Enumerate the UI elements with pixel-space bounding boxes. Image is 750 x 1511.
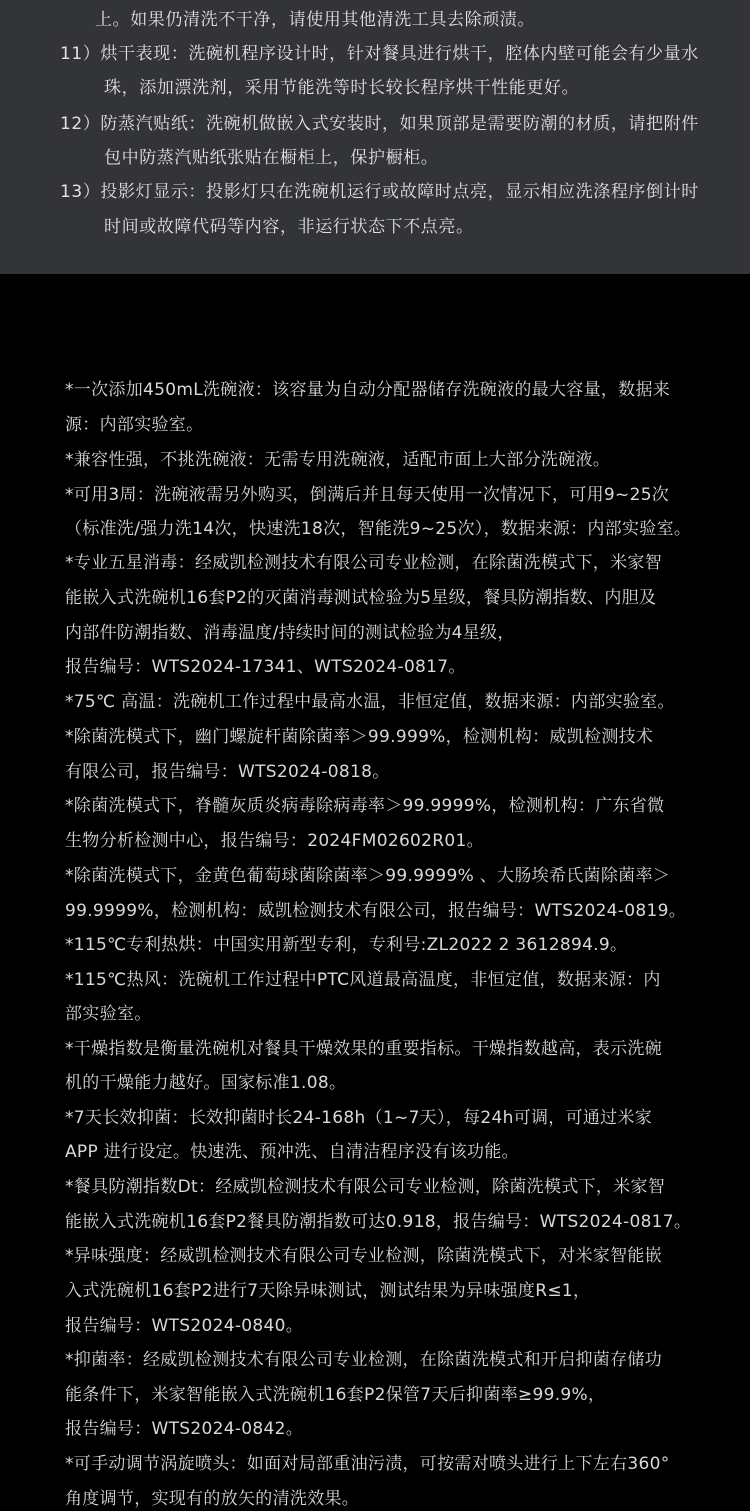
footnote-line: *除菌洗模式下，幽门螺旋杆菌除菌率＞99.999%，检测机构：威凯检测技术 (65, 727, 654, 747)
instruction-line: 11）烘干表现：洗碗机程序设计时，针对餐具进行烘干，腔体内壁可能会有少量水 (60, 44, 699, 64)
footnote-line: （标准洗/强力洗14次，快速洗18次，智能洗9~25次），数据来源：内部实验室。 (65, 519, 692, 539)
footnote-line: 生物分析检测中心，报告编号：2024FM02602R01。 (65, 831, 484, 851)
footnote-line: *115℃热风：洗碗机工作过程中PTC风道最高温度，非恒定值，数据来源：内 (65, 970, 661, 990)
footnote-line: *一次添加450mL洗碗液：该容量为自动分配器储存洗碗液的最大容量，数据来 (65, 380, 671, 400)
footnote-line: *可手动调节涡旋喷头：如面对局部重油污渍，可按需对喷头进行上下左右360° (65, 1454, 670, 1474)
footnote-line: *餐具防潮指数Dt：经威凯检测技术有限公司专业检测，除菌洗模式下，米家智 (65, 1177, 666, 1197)
footnote-line: 能嵌入式洗碗机16套P2的灭菌消毒测试检验为5星级，餐具防潮指数、内胆及 (65, 588, 657, 608)
instructions-panel (0, 0, 750, 274)
footnote-line: 有限公司，报告编号：WTS2024-0818。 (65, 762, 390, 782)
instruction-line: 时间或故障代码等内容，非运行状态下不点亮。 (104, 217, 474, 237)
instruction-line: 包中防蒸汽贴纸张贴在橱柜上，保护橱柜。 (104, 148, 439, 168)
footnote-line: 报告编号：WTS2024-0840。 (65, 1316, 304, 1336)
footnote-line: 报告编号：WTS2024-0842。 (65, 1419, 304, 1439)
footnote-line: 报告编号：WTS2024-17341、WTS2024-0817。 (65, 657, 466, 677)
footnote-line: *兼容性强，不挑洗碗液：无需专用洗碗液，适配市面上大部分洗碗液。 (65, 450, 611, 470)
footnote-line: 内部件防潮指数、消毒温度/持续时间的测试检验为4星级， (65, 623, 515, 643)
footnotes-section (0, 274, 750, 1509)
footnote-line: *除菌洗模式下，金黄色葡萄球菌除菌率＞99.9999% 、大肠埃希氏菌除菌率＞ (65, 866, 671, 886)
footnote-line: 源：内部实验室。 (65, 415, 204, 435)
footnote-line: 能条件下，米家智能嵌入式洗碗机16套P2保管7天后抑菌率≥99.9%， (65, 1385, 606, 1405)
instruction-line: 12）防蒸汽贴纸：洗碗机做嵌入式安装时，如果顶部是需要防潮的材质，请把附件 (60, 114, 699, 134)
footnote-line: *75℃ 高温：洗碗机工作过程中最高水温，非恒定值，数据来源：内部实验室。 (65, 692, 675, 712)
footnote-line: 99.9999%，检测机构：威凯检测技术有限公司，报告编号：WTS2024-0819。 (65, 901, 686, 921)
footnote-line: *干燥指数是衡量洗碗机对餐具干燥效果的重要指标。干燥指数越高，表示洗碗 (65, 1039, 662, 1059)
footnote-line: 能嵌入式洗碗机16套P2餐具防潮指数可达0.918，报告编号：WTS2024-0817。 (65, 1212, 692, 1232)
footnote-line: *115℃专利热烘：中国实用新型专利，专利号:ZL2022 2 3612894.9。 (65, 935, 628, 955)
footnote-line: *专业五星消毒：经威凯检测技术有限公司专业检测，在除菌洗模式下，米家智 (65, 553, 662, 573)
instruction-line: 13）投影灯显示：投影灯只在洗碗机运行或故障时点亮，显示相应洗涤程序倒计时 (60, 182, 699, 202)
footnote-line: *异味强度：经威凯检测技术有限公司专业检测，除菌洗模式下，对米家智能嵌 (65, 1246, 662, 1266)
footnote-line: 部实验室。 (65, 1004, 152, 1024)
footnote-line: 角度调节，实现有的放矢的清洗效果。 (65, 1489, 360, 1509)
instruction-line: 珠，添加漂洗剂，采用节能洗等时长较长程序烘干性能更好。 (104, 78, 580, 98)
footnote-line: 机的干燥能力越好。国家标准1.08。 (65, 1073, 347, 1093)
instruction-line: 上。如果仍清洗不干净，请使用其他清洗工具去除顽渍。 (95, 10, 535, 30)
footnote-line: *7天长效抑菌：长效抑菌时长24-168h（1~7天），每24h可调，可通过米家 (65, 1108, 653, 1128)
footnote-line: *除菌洗模式下，脊髓灰质炎病毒除病毒率＞99.9999%，检测机构：广东省微 (65, 796, 665, 816)
footnote-line: 入式洗碗机16套P2进行7天除异味测试，测试结果为异味强度R≤1， (65, 1281, 591, 1301)
footnote-line: *可用3周：洗碗液需另外购买，倒满后并且每天使用一次情况下，可用9~25次 (65, 485, 670, 505)
footnote-line: *抑菌率：经威凯检测技术有限公司专业检测，在除菌洗模式和开启抑菌存储功 (65, 1350, 662, 1370)
footnote-line: APP 进行设定。快速洗、预冲洗、自清洁程序没有该功能。 (65, 1142, 519, 1162)
